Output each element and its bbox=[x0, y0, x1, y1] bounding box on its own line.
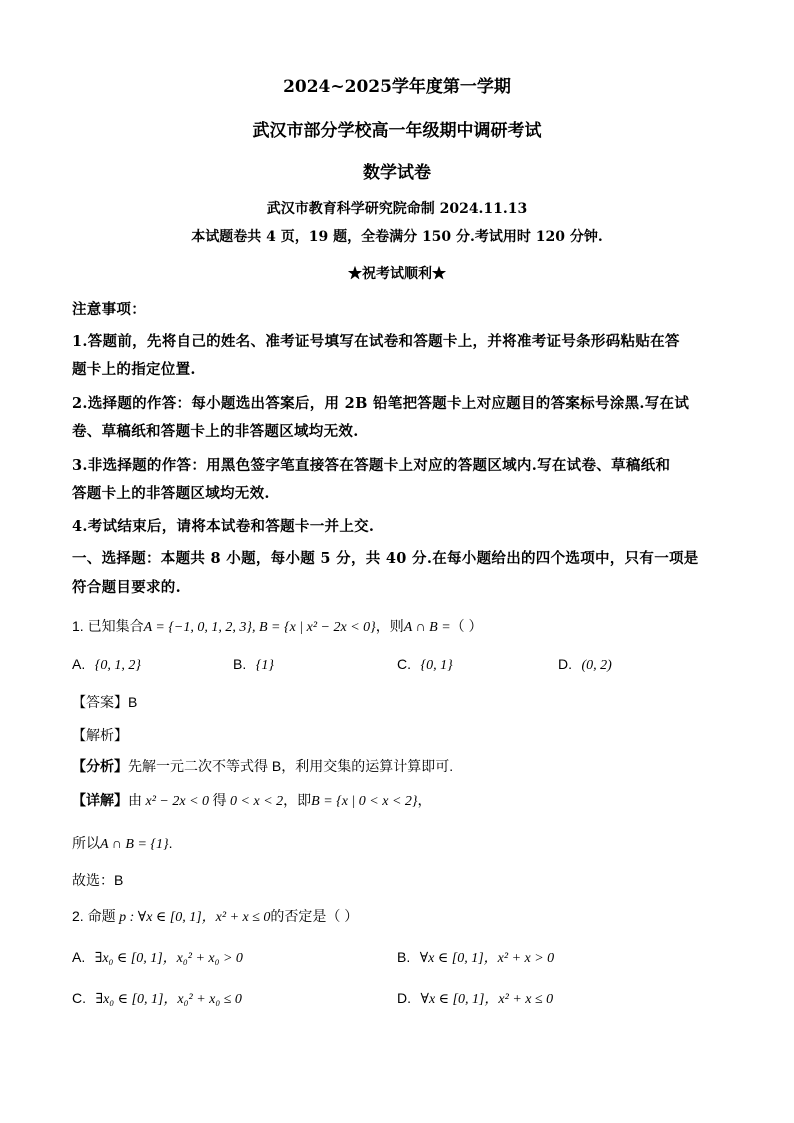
proposition-math: p : ∀x ∈ [0, 1]，x² + x ≤ 0 bbox=[119, 910, 271, 925]
q1-conclusion bbox=[72, 833, 173, 853]
q2-option-d[interactable] bbox=[397, 988, 553, 1008]
question-2-stem bbox=[72, 906, 358, 926]
term-heading: 2024~2025学年度第一学期 bbox=[283, 77, 511, 97]
notes-line: 1.答题前，先将自己的姓名、准考证号填写在试卷和答题卡上，并将准考证号条形码粘贴在答 bbox=[72, 333, 680, 350]
notes-title: 注意事项： bbox=[72, 301, 146, 318]
q1-fenxi bbox=[72, 756, 453, 776]
q2-option-b[interactable] bbox=[397, 947, 554, 967]
conclusion-text: 所以 bbox=[72, 835, 100, 851]
good-luck-wish: ★祝考试顺利★ bbox=[348, 266, 446, 282]
fenxi-tag: 【分析】 bbox=[72, 758, 128, 774]
question-1-prefix: 1. 已知集合 bbox=[72, 618, 144, 634]
option-label: D. bbox=[397, 990, 411, 1006]
notes-line: 3.非选择题的作答：用黑色签字笔直接答在答题卡上对应的答题区域内.写在试卷、草稿纸和 bbox=[72, 457, 671, 474]
set-a: A = {−1, 0, 1, 2, 3} bbox=[143, 620, 252, 635]
q2-option-a[interactable] bbox=[72, 947, 243, 967]
xiangjie-text: ， bbox=[417, 792, 432, 808]
q1-analysis-title: 【解析】 bbox=[72, 727, 128, 743]
q2-option-c[interactable] bbox=[72, 988, 242, 1008]
notes-line: 2.选择题的作答：每小题选出答案后，用 2B 铅笔把答题卡上对应题目的答案标号涂黑.写在试 bbox=[72, 395, 690, 412]
option-value: ∃x₀ ∈ [0, 1]，x₀² + x₀ > 0 bbox=[94, 951, 243, 966]
question-2-suffix: 的否定是（ ） bbox=[270, 908, 359, 924]
notes-line: 题卡上的指定位置. bbox=[72, 361, 196, 378]
option-value: {0, 1} bbox=[420, 658, 453, 673]
q1-answer: 【答案】B bbox=[72, 694, 138, 710]
xiangjie-math: x² − 2x < 0 bbox=[145, 794, 210, 809]
q1-option-a[interactable] bbox=[72, 656, 141, 674]
conclusion-end: . bbox=[168, 835, 173, 851]
question-1-stem bbox=[72, 616, 483, 636]
intersection-expr: A ∩ B = bbox=[403, 620, 451, 635]
q1-choose: 故选：B bbox=[72, 872, 124, 888]
option-value: ∃x₀ ∈ [0, 1]，x₀² + x₀ ≤ 0 bbox=[95, 992, 242, 1007]
option-value: {1} bbox=[255, 658, 274, 673]
xiangjie-text: ，即 bbox=[283, 792, 312, 808]
question-2-prefix: 2. 命题 bbox=[72, 908, 116, 924]
option-label: A. bbox=[72, 656, 86, 672]
q1-option-b[interactable] bbox=[233, 656, 274, 674]
option-value: (0, 2) bbox=[581, 658, 612, 673]
option-value: ∀x ∈ [0, 1]，x² + x > 0 bbox=[419, 951, 555, 966]
notes-line: 卷、草稿纸和答题卡上的非答题区域均无效. bbox=[72, 423, 359, 440]
option-label: A. bbox=[72, 949, 86, 965]
option-value: ∀x ∈ [0, 1]，x² + x ≤ 0 bbox=[420, 992, 554, 1007]
issuer-date: 武汉市教育科学研究院命制 2024.11.13 bbox=[266, 201, 528, 217]
option-value: {0, 1, 2} bbox=[94, 658, 141, 673]
xiangjie-tag: 【详解】 bbox=[72, 792, 128, 808]
conclusion-math: A ∩ B = {1} bbox=[100, 837, 169, 852]
question-1-then: ，则 bbox=[375, 618, 404, 634]
set-b: , B = {x | x² − 2x < 0} bbox=[251, 620, 376, 635]
option-label: D. bbox=[558, 656, 572, 672]
exam-summary: 本试题卷共 4 页，19 题，全卷满分 150 分.考试用时 120 分钟. bbox=[191, 229, 603, 245]
answer-paren: （ ） bbox=[450, 618, 483, 634]
q1-option-c[interactable] bbox=[397, 656, 453, 674]
notes-line: 答题卡上的非答题区域均无效. bbox=[72, 485, 270, 502]
option-label: C. bbox=[72, 990, 86, 1006]
xiangjie-math: 0 < x < 2 bbox=[230, 794, 284, 809]
subject-title: 数学试卷 bbox=[363, 163, 431, 183]
notes-line: 4.考试结束后，请将本试卷和答题卡一并上交. bbox=[72, 518, 375, 535]
fenxi-text: 先解一元二次不等式得 B，利用交集的运算计算即可. bbox=[128, 758, 454, 774]
xiangjie-text: 由 bbox=[128, 792, 142, 808]
section-heading: 一、选择题：本题共 8 小题，每小题 5 分，共 40 分.在每小题给出的四个选项中，只有一项是 bbox=[72, 550, 699, 567]
xiangjie-text: 得 bbox=[212, 792, 227, 808]
xiangjie-math: B = {x | 0 < x < 2} bbox=[311, 794, 418, 809]
option-label: B. bbox=[397, 949, 411, 965]
option-label: C. bbox=[397, 656, 411, 672]
option-label: B. bbox=[233, 656, 247, 672]
q1-option-d[interactable] bbox=[558, 656, 612, 674]
section-heading-cont: 符合题目要求的. bbox=[72, 579, 181, 596]
q1-xiangjie bbox=[72, 790, 432, 810]
exam-title: 武汉市部分学校高一年级期中调研考试 bbox=[252, 121, 542, 141]
